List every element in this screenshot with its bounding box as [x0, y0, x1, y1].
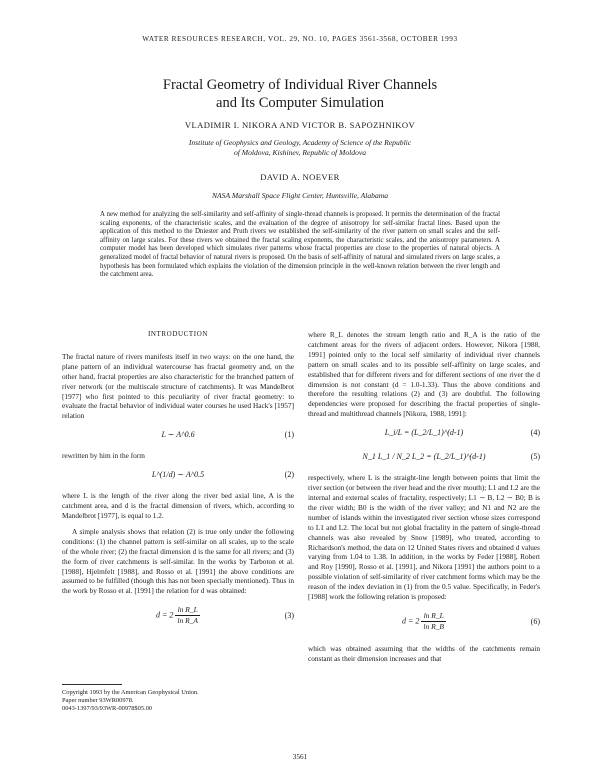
equation-3 — [62, 602, 294, 632]
equation-3-denominator: ln R_A — [177, 616, 199, 626]
affiliation-2: NASA Marshall Space Flight Center, Huntsville, Alabama — [211, 191, 389, 200]
equation-5-expression: N_1 L_1 / N_2 L_2 = (L_2/L_1)^(d-1) — [362, 452, 486, 462]
equation-4-expression: L_i/L = (L_2/L_1)^(d-1) — [384, 428, 464, 438]
equation-1-expression: L ∼ A^0.6 — [161, 430, 195, 440]
equation-4-number: (4) — [530, 428, 540, 438]
copyright-notice: Copyright 1993 by the American Geophysical Union. — [62, 689, 199, 696]
equation-4 — [308, 425, 540, 443]
equation-2 — [62, 467, 294, 485]
copyright-block — [62, 689, 294, 713]
title-line-1: Fractal Geometry of Individual River Channels — [162, 77, 438, 93]
equation-6-fraction — [421, 611, 446, 632]
paper-number: Paper number 93WR00978. — [62, 697, 134, 704]
paragraph: respectively, where L is the straight-line length between points that limit the river section (or between the river head and the river mouth); L1 and L2 are the internal and external scales of fractality, respectively; L1 ∼ B, L2 ∼ B0; B is the river width; B0 is the width of the river valley; and N1 and N2 are the number of islands within the investigated river section whose sizes correspond to L1 and L2. The local but not global fractality in the pattern of single-thread channels was also revealed by Snow [1989], who treated, according to Richardson's method, the data on 12 United States rivers and obtained d values varying from 1.04 to 1.38. In addition, in the works by Feder [1988], Robert and Roy [1990], Rosso et al. [1991], and Nikora [1991] the authors point to a possible violation of self-similarity of river catchment forms which may be the reason of the index deviation in (1) from the 0.5 value. Specifically, in Feder's [1988] work the following relation is proposed: — [308, 473, 540, 602]
paragraph: where L is the length of the river along the river bed axial line, A is the catchment area, and d is the fractal dimension of rivers, which, according to Mandelbrot [1977], is equal to 1.2. — [62, 491, 294, 520]
right-column — [308, 330, 540, 670]
equation-6-denominator: ln R_B — [423, 621, 445, 631]
paragraph: which was obtained assuming that the widths of the catchments remain constant as their dimension increases and that — [308, 643, 540, 663]
affiliation-1 — [150, 138, 450, 158]
equation-3-fraction — [175, 605, 200, 626]
affiliation-1-line-1: Institute of Geophysics and Geology, Academy of Science of the Republic — [188, 138, 412, 147]
equation-6-numerator: ln R_L — [421, 611, 446, 622]
affiliation-1-line-2: of Moldova, Kishinev, Republic of Moldova — [233, 148, 367, 157]
equation-3-numerator: ln R_L — [175, 605, 200, 616]
equation-5 — [308, 449, 540, 467]
paragraph: The fractal nature of rivers manifests itself in two ways: on the one hand, the plane pattern of an individual watercourse has fractal geometry and, on the other hand, fractal properties are also characteristic for the branched pattern of river network (or the multiscale structure of catchments). It was Mandelbrot [1977] who first pointed to this peculiarity of river fractal geometry: to evaluate the fractal behavior of individual water courses he used Hack's [1957] relation — [62, 351, 294, 421]
equation-1-number: (1) — [284, 430, 294, 440]
equation-6 — [308, 608, 540, 638]
paragraph: A simple analysis shows that relation (2) is true only under the following conditions: (1) the channel pattern is self-similar on all scales, up to the scale of the whole river; (2) the fractal dimension d is the same for all rivers; and (3) the form of river catchments is self-similar. In the works by Tarboton et al. [1988], Hjelmfelt [1988], and Rosso et al. [1991] the above conditions are assumed to be fulfilled (though this has not been specially mentioned). Thus in the work by Rosso et al. [1991] the relation for d was obtained: — [62, 526, 294, 596]
footnote-rule — [62, 684, 122, 685]
issn-line: 0043-1397/93/93WR-00978$05.00 — [62, 705, 152, 712]
equation-3-number: (3) — [284, 611, 294, 621]
paper-title — [0, 76, 600, 112]
equation-3-lhs: d = 2 — [155, 610, 174, 620]
equation-6-lhs: d = 2 — [401, 616, 420, 626]
abstract: A new method for analyzing the self-similarity and self-affinity of single-thread channels is proposed. It permits the determination of the fractal scaling exponents, of the characteristic scales, and the evaluation of the degree of anisotropy for self-similar fractal lines. Based upon the application of this method to the Dniester and Pruth rivers we established the self-similarity of the river pattern on small scales and the self-affinity on large scales. For these rivers we obtained the fractal scaling exponents, the characteristic scales, and the anisotropy parameters. A computer model has been developed which simulates river patterns whose fractal properties are close to the properties of natural objects. A generalized model of fractal behavior of natural rivers is proposed. On the basis of self-affinity of natural and simulated rivers on large scales, a hypothesis has been formulated which explains the violation of the dimension principle in the well-known relation between the river length and the catchment area. — [100, 211, 500, 279]
equation-6-number: (6) — [530, 616, 540, 626]
authors: VLADIMIR I. NIKORA AND VICTOR B. SAPOZHNIKOV — [184, 120, 416, 130]
paragraph: where R_L denotes the stream length ratio and R_A is the ratio of the catchment areas for the rivers of adjacent orders. However, Nikora [1988, 1991] pointed only to the local self similarity of individual river channels pattern on small scales and to its possible self-affinity on large scales, and established that for different rivers and for different sections of one river the d dimension is not constant (d = 1.0-1.33). Thus the above conditions and therefore the resulting relations (2) and (3) are doubtful. The following dependencies were proposed for describing the fractal properties of single-thread and multithread channels [Nikora, 1988, 1991]: — [308, 330, 540, 419]
author-2: DAVID A. NOEVER — [260, 172, 340, 182]
paragraph: rewritten by him in the form — [62, 451, 145, 461]
left-column — [62, 330, 294, 638]
page-number: 3561 — [292, 752, 308, 761]
equation-2-expression: L^(1/d) ∼ A^0.5 — [151, 470, 205, 480]
section-heading-introduction: INTRODUCTION — [147, 330, 209, 338]
equation-1 — [62, 427, 294, 445]
equation-5-number: (5) — [530, 452, 540, 462]
equation-2-number: (2) — [284, 470, 294, 480]
title-line-2: and Its Computer Simulation — [216, 95, 384, 111]
running-head: WATER RESOURCES RESEARCH, VOL. 29, NO. 10, PAGES 3561-3568, OCTOBER 1993 — [142, 35, 458, 43]
